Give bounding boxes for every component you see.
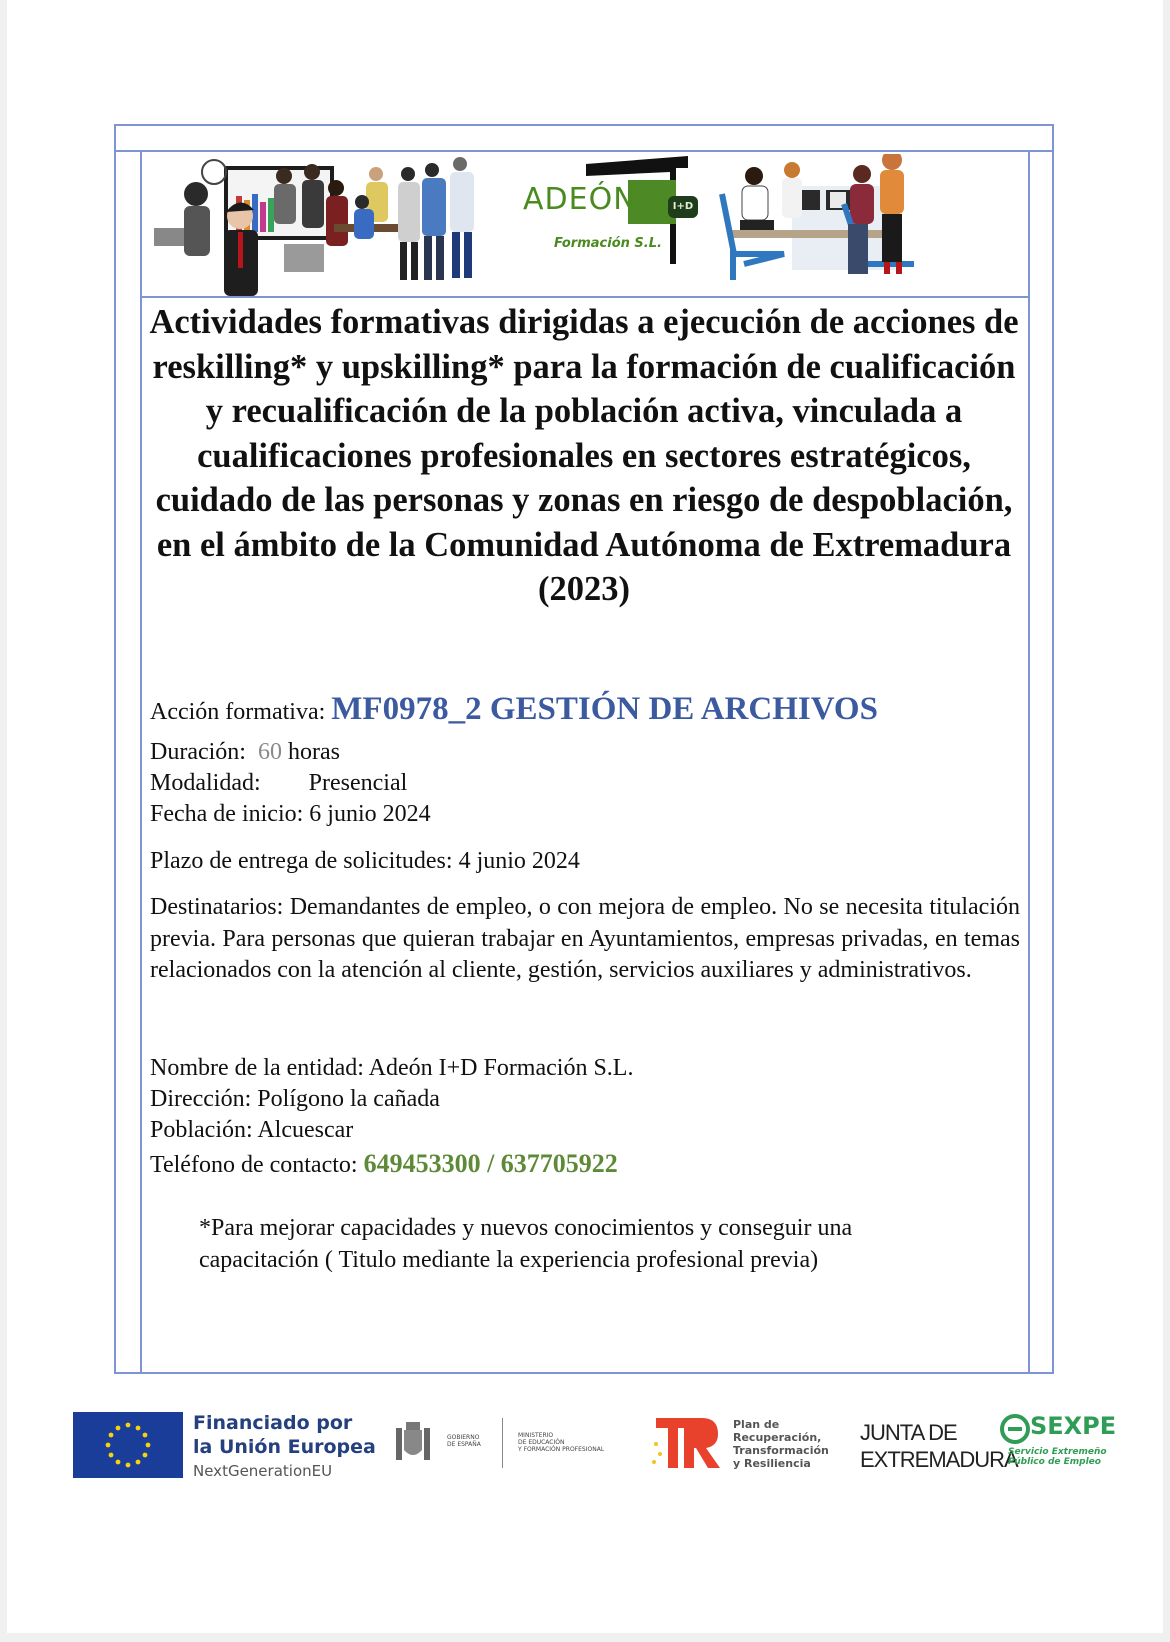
logo-name: ADEÓN	[523, 182, 637, 217]
start-value: 6 junio 2024	[309, 801, 431, 827]
address-value: Polígono la cañada	[257, 1086, 440, 1112]
eu-line-1: Financiado por	[193, 1412, 353, 1434]
town-line	[150, 1115, 353, 1146]
modality-value: Presencial	[308, 770, 408, 796]
duration-unit: horas	[287, 739, 340, 765]
phone-line	[150, 1148, 618, 1181]
duration-label: Duración:	[150, 739, 246, 765]
sexpe-e-icon	[1000, 1414, 1030, 1444]
phone-number: 649453300 / 637705922	[363, 1149, 618, 1178]
eu-line-2: la Unión Europea	[193, 1436, 376, 1458]
sexpe-subtitle: Servicio Extremeño Público de Empleo	[1008, 1447, 1107, 1467]
modality-line	[150, 768, 407, 799]
duration-line	[150, 737, 340, 768]
ministerio-text: MINISTERIO DE EDUCACIÓN Y FORMACIÓN PROFESIONAL	[518, 1432, 605, 1453]
plan-recuperacion-text: Plan de Recuperación, Transformación y Resiliencia	[733, 1418, 829, 1470]
deadline-value: 4 junio 2024	[458, 848, 580, 874]
gobierno-text: GOBIERNO DE ESPAÑA	[447, 1434, 481, 1448]
frame-top-band	[114, 124, 1054, 152]
modality-label: Modalidad:	[150, 770, 261, 796]
address-line	[150, 1084, 440, 1115]
deadline-line	[150, 846, 580, 877]
document-title: Actividades formativas dirigidas a ejecución de acciones de reskilling* y upskilling* para la formación de cualificación y recualificación de la población activa, vinculada a cualificaciones profesionales en sectores estratégicos, cuidado de las personas y zonas en riesgo de despoblación, en el ámbito de la Comunidad Autónoma de Extremadura (2023)	[149, 303, 1019, 608]
start-date-line	[150, 799, 431, 830]
eu-funding-text	[193, 1411, 376, 1459]
next-generation-eu: NextGenerationEU	[193, 1462, 333, 1480]
spain-coat-of-arms-icon	[392, 1418, 434, 1468]
logo-badge: I+D	[668, 196, 698, 218]
eu-flag-icon	[73, 1412, 183, 1478]
footnote-line-2: capacitación ( Titulo mediante la experiencia profesional previa)	[199, 1246, 819, 1273]
footnote	[199, 1213, 852, 1276]
business-people-illustration	[154, 157, 474, 296]
banner-illustration	[144, 154, 1030, 296]
plan-recuperacion-icon	[650, 1414, 724, 1472]
office-workers-illustration	[722, 154, 914, 280]
gov-divider	[502, 1418, 503, 1468]
address-label: Dirección:	[150, 1086, 252, 1112]
course-label: Acción formativa:	[150, 699, 326, 725]
entity-label: Nombre de la entidad:	[150, 1055, 364, 1081]
phone-label: Teléfono de contacto:	[150, 1152, 358, 1178]
start-label: Fecha de inicio:	[150, 801, 304, 827]
deadline-label: Plazo de entrega de solicitudes:	[150, 848, 453, 874]
eu-stars-icon	[73, 1412, 183, 1478]
duration-number: 60	[257, 739, 282, 765]
course-name: MF0978_2 GESTIÓN DE ARCHIVOS	[331, 691, 878, 727]
sexpe-logo-text: SEXPE	[1030, 1412, 1117, 1440]
footnote-line-1: *Para mejorar capacidades y nuevos conocimientos y conseguir una	[199, 1215, 853, 1241]
entity-line	[150, 1053, 633, 1084]
banner-divider	[142, 296, 1030, 298]
recipients-paragraph: Destinatarios: Demandantes de empleo, o con mejora de empleo. No se necesita titulación previa. Para personas que quieran trabajar en Ayuntamientos, empresas privadas, en temas relacionados con la atención al cliente, gestión, servicios auxiliares y administrativos.	[150, 894, 1020, 983]
frame-left-inner-line	[140, 150, 142, 1374]
town-label: Población:	[150, 1117, 253, 1143]
junta-extremadura-text: JUNTA DE EXTREMADURA	[860, 1420, 1018, 1472]
course-line	[150, 691, 878, 728]
frame-right-inner-line	[1028, 150, 1030, 1374]
town-value: Alcuescar	[257, 1117, 354, 1143]
logo-subtitle: Formación S.L.	[554, 236, 662, 251]
entity-value: Adeón I+D Formación S.L.	[368, 1055, 634, 1081]
